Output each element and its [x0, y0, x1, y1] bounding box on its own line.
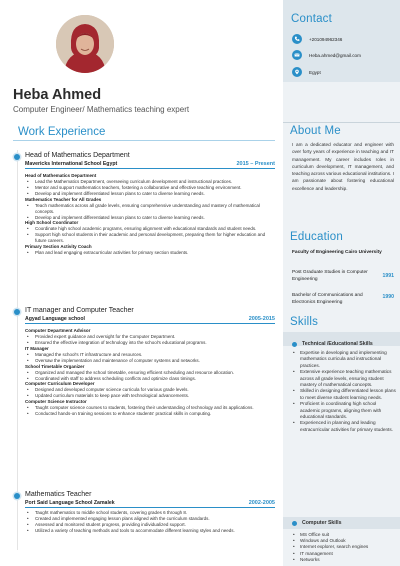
work-experience-rule: [13, 140, 275, 141]
list-item: • Provided expert guidance and oversight for the Computer Department.: [25, 334, 275, 340]
computer-skills-list: [292, 532, 396, 563]
person-name: Heba Ahmed: [13, 87, 102, 103]
job-entry: [13, 307, 275, 417]
list-item: • Extensive experience teaching mathematics across all grade levels, ensuring student mastery of mathematical concepts.: [292, 369, 396, 388]
education-item: [292, 270, 394, 283]
list-item: • IT management: [292, 551, 396, 557]
person-title: Computer Engineer/ Mathematics teaching expert: [13, 105, 190, 114]
profile-photo: [56, 15, 114, 73]
list-item: • Oversaw the implementation and maintenance of computer systems and networks.: [25, 358, 275, 364]
education-degree: Bachelor of Communications and Electronics Engineering: [292, 293, 363, 305]
phone-icon: [292, 34, 302, 44]
timeline-dot-icon: [14, 493, 20, 499]
list-item: • MS Office suit: [292, 532, 396, 538]
list-item: • Assessed and monitored student progress, providing individualized support.: [25, 522, 275, 528]
timeline-dot-icon: [14, 154, 20, 160]
role-heading: Computer Curriculum Developer: [25, 381, 95, 387]
education-heading: Education: [290, 231, 343, 243]
job-company: Agyad Language school: [25, 316, 85, 322]
list-item: • Support high school students in their academic and personal development, preparing them for higher education and future careers.: [25, 232, 275, 244]
list-item: • Ensured the effective integration of technology into the school's educational programs.: [25, 340, 275, 346]
technical-skills-label: Technical /Educational Skills: [302, 341, 373, 347]
email-text[interactable]: Heba.ahmed@gmail.com: [309, 52, 361, 58]
job-entry: [13, 152, 275, 256]
list-item: • Networks: [292, 557, 396, 563]
role-heading: Computer Science Instructor: [25, 399, 87, 405]
list-item: • Updated curriculum materials to keep pace with technological advancements.: [25, 393, 275, 399]
about-text: I am a dedicated educator and engineer with over forty years of experience in teaching and IT management. My career includes roles in curriculum development, IT management, and teaching across various educational institutions. I am passionate about fostering educational excellence and leadership.: [292, 142, 394, 191]
education-item: [292, 250, 394, 257]
job-title: IT manager and Computer Teacher: [25, 307, 134, 314]
list-item: • Plan and lead engaging extracurricular activities for primary section students.: [25, 250, 275, 256]
work-experience-heading: Work Experience: [18, 126, 106, 138]
job-company: Port Said Language School Zamalek: [25, 500, 115, 506]
list-item: • Internet explorer, search engines: [292, 544, 396, 550]
about-rule: [283, 122, 400, 123]
timeline-dot-icon: [14, 309, 20, 315]
job-dates: 2015 – Present: [236, 161, 275, 167]
phone-text[interactable]: +201094962346: [309, 36, 343, 42]
list-item: • Coordinate high school academic programs, ensuring alignment with educational standards and student needs.: [25, 226, 275, 232]
technical-skills-heading: [292, 341, 373, 347]
location-text: Egypt: [309, 69, 321, 75]
list-item: • Utilized a variety of teaching methods and tools to accommodate different learning styles and needs.: [25, 528, 275, 534]
list-item: • Lead the Mathematics Department, overseeing curriculum development and instructional practices.: [25, 179, 275, 185]
location-icon: [292, 67, 302, 77]
role-heading: Head of Mathematics Department: [25, 173, 97, 178]
bullet-dot-icon: [292, 521, 297, 526]
role-heading: IT Manager: [25, 345, 49, 351]
education-year: 1991: [382, 273, 394, 279]
job-title: Mathematics Teacher: [25, 491, 92, 498]
list-item: • Conducted hands-on training sessions to enhance students' practical skills in computing.: [25, 411, 275, 417]
email-row: [292, 49, 361, 61]
list-item: • Organized and managed the school timetable, ensuring efficient scheduling and resource allocation.: [25, 370, 275, 376]
list-item: • Designed and developed computer science curricula for various grade levels.: [25, 387, 275, 393]
job-company: Mavericks International School Egypt: [25, 161, 118, 167]
list-item: • Experienced in planning and leading extracurricular activities for primary students.: [292, 420, 396, 433]
job-title: Head of Mathematics Department: [25, 152, 130, 159]
education-degree: Post Graduate Studies in Computer Engineering: [292, 270, 368, 282]
list-item: • Skilled in designing differentiated lesson plans to meet diverse student learning needs.: [292, 388, 396, 401]
list-item: • Created and implemented engaging lesson plans aligned with the curriculum standards.: [25, 516, 275, 522]
contact-heading: Contact: [291, 13, 333, 25]
role-heading: Primary Section Activity Coach: [25, 244, 92, 250]
location-row: [292, 66, 321, 78]
education-year: 1990: [382, 294, 394, 300]
list-item: • Windows and Outlook: [292, 538, 396, 544]
job-dates: 2002-2005: [248, 500, 275, 506]
list-item: • Develop and implement differentiated lesson plans to cater to diverse learning needs.: [25, 191, 275, 197]
job-entry: [13, 491, 275, 534]
phone-row: [292, 33, 342, 45]
list-item: • Mentor and support mathematics teachers, fostering a collaborative and effective teaching environment.: [25, 185, 275, 191]
email-icon: [292, 50, 302, 60]
education-item: [292, 293, 394, 306]
list-item: • Expertise in developing and implementing mathematics curricula and instructional practices.: [292, 350, 396, 369]
technical-skills-list: [292, 350, 396, 433]
list-item: • Coordinated with staff to address scheduling conflicts and optimize class timings.: [25, 376, 275, 382]
list-item: • Develop and implement differentiated lesson plans to cater to diverse learning needs.: [25, 215, 275, 221]
role-heading: High School Coordinator: [25, 220, 79, 226]
list-item: • Taught mathematics to middle school students, covering grades 6 through 8.: [25, 510, 275, 516]
list-item: • Managed the school's IT infrastructure and resources.: [25, 352, 275, 358]
computer-skills-heading: [292, 520, 342, 526]
bullet-dot-icon: [292, 342, 297, 347]
computer-skills-label: Computer Skills: [302, 520, 342, 526]
job-dates: 2005-2015: [248, 316, 275, 322]
education-degree: Faculty of Engineering Cairo University: [292, 250, 382, 255]
role-heading: School Timetable Organizer: [25, 363, 85, 369]
list-item: • Teach mathematics across all grade levels, ensuring comprehensive understanding and mastery of mathematical concepts.: [25, 203, 275, 215]
list-item: • Taught computer science courses to students, fostering their understanding of technology and its applications.: [25, 405, 275, 411]
role-heading: Computer Department Advisor: [25, 328, 91, 333]
about-heading: About Me: [290, 125, 341, 137]
skills-heading: Skills: [290, 316, 319, 328]
list-item: • Proficient in coordinating high school academic programs, aligning them with educational standards.: [292, 401, 396, 420]
role-heading: Mathematics Teacher for All Grades: [25, 196, 102, 202]
